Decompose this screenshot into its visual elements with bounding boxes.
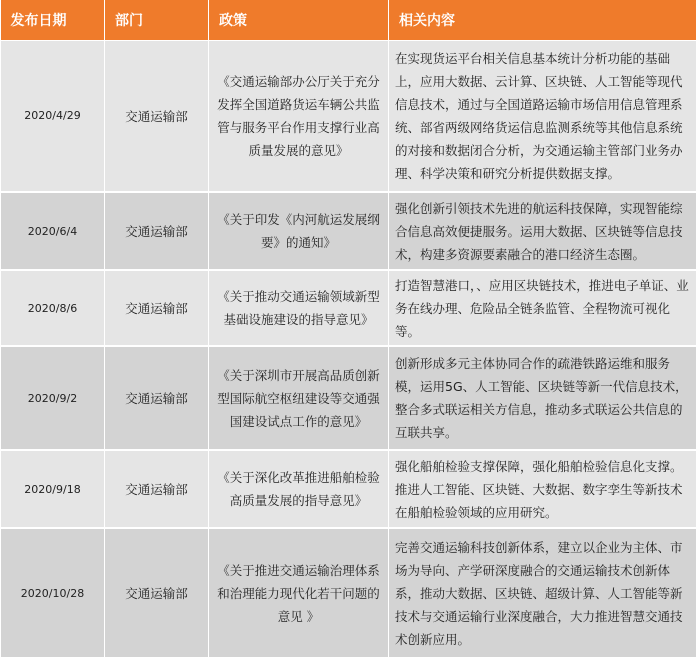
row-date: 2020/9/2 [1, 346, 105, 450]
table-row [1, 528, 696, 658]
row-dept: 交通运输部 [105, 450, 209, 528]
table-row [1, 346, 696, 450]
row-dept: 交通运输部 [105, 270, 209, 346]
header-policy: 政策 [209, 0, 389, 40]
row-content: 强化船舶检验支撑保障，强化船舶检验信息化支撑。推进人工智能、区块链、大数据、数字孪生等新技术在船舶检验领域的应用研究。 [389, 450, 696, 528]
row-dept: 交通运输部 [105, 40, 209, 192]
row-content: 完善交通运输科技创新体系，建立以企业为主体、市场为导向、产学研深度融合的交通运输技术创新体系，推动大数据、区块链、超级计算、人工智能等新技术与交通运输行业深度融合，大力推进智慧交通技术创新应用。 [389, 528, 696, 658]
header-date: 发布日期 [1, 0, 105, 40]
row-policy: 《关于深圳市开展高品质创新型国际航空枢纽建设等交通强国建设试点工作的意见》 [209, 346, 389, 450]
row-content: 在实现货运平台相关信息基本统计分析功能的基础上，应用大数据、云计算、区块链、人工智能等现代信息技术，通过与全国道路运输市场信用信息管理系统、部省两级网络货运信息监测系统等其他信息系统的对接和数据闭合分析，为交通运输主管部门业务办理、科学决策和研究分析提供数据支撑。 [389, 40, 696, 192]
row-date: 2020/6/4 [1, 192, 105, 270]
row-dept: 交通运输部 [105, 528, 209, 658]
row-policy: 《关于推进交通运输治理体系和治理能力现代化若干问题的意见 》 [209, 528, 389, 658]
row-content: 打造智慧港口，、应用区块链技术，推进电子单证、业务在线办理、危险品全链条监管、全程物流可视化等。 [389, 270, 696, 346]
row-date: 2020/8/6 [1, 270, 105, 346]
table-row [1, 450, 696, 528]
row-policy: 《关于印发《内河航运发展纲要》的通知》 [209, 192, 389, 270]
row-date: 2020/9/18 [1, 450, 105, 528]
row-dept: 交通运输部 [105, 192, 209, 270]
table-row [1, 40, 696, 192]
row-policy: 《交通运输部办公厅关于充分发挥全国道路货运车辆公共监管与服务平台作用支撑行业高质量发展的意见》 [209, 40, 389, 192]
row-date: 2020/4/29 [1, 40, 105, 192]
row-date: 2020/10/28 [1, 528, 105, 658]
table-row [1, 270, 696, 346]
header-row [1, 0, 696, 40]
header-dept: 部门 [105, 0, 209, 40]
row-policy: 《关于推动交通运输领域新型基础设施建设的指导意见》 [209, 270, 389, 346]
row-content: 创新形成多元主体协同合作的疏港铁路运维和服务模，运用5G、人工智能、区块链等新一代信息技术，整合多式联运相关方信息，推动多式联运公共信息的互联共享。 [389, 346, 696, 450]
row-content: 强化创新引领技术先进的航运科技保障，实现智能综合信息高效便捷服务。运用大数据、区块链等信息技术，构建多资源要素融合的港口经济生态圈。 [389, 192, 696, 270]
table-header [1, 0, 696, 40]
table-body [1, 40, 696, 658]
row-policy: 《关于深化改革推进船舶检验高质量发展的指导意见》 [209, 450, 389, 528]
header-content: 相关内容 [399, 12, 455, 29]
row-dept: 交通运输部 [105, 346, 209, 450]
table-row [1, 192, 696, 270]
